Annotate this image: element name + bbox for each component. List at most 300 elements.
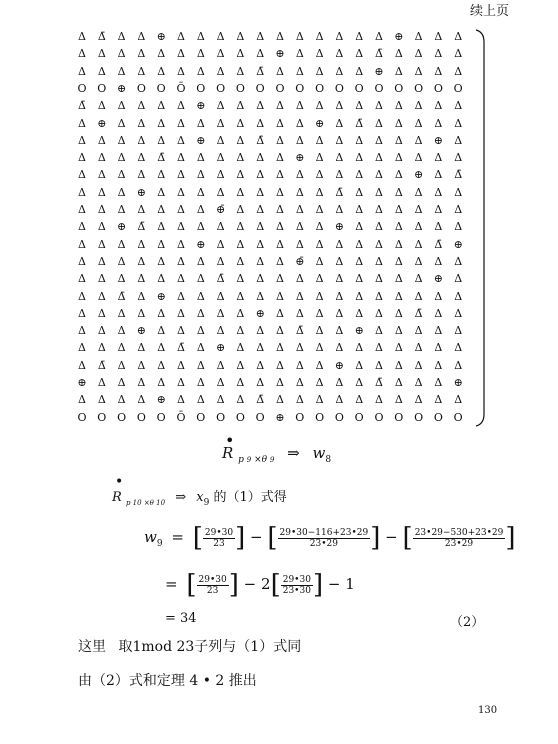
matrix-cell: Δ <box>414 47 423 61</box>
matrix-cell: Δ <box>216 306 225 320</box>
matrix-cell: Δ <box>276 254 284 268</box>
matrix-cell: Δ <box>335 30 344 43</box>
matrix-cell: Δ <box>97 133 106 147</box>
matrix-cell: Δ <box>434 376 443 389</box>
matrix-cell: Δ <box>375 254 383 268</box>
matrix-cell: Δ <box>375 30 383 43</box>
matrix-cell: Δ <box>295 358 304 372</box>
left-floor-bracket: [ <box>402 523 413 553</box>
matrix-cell: Δ <box>157 64 166 78</box>
matrix-cell: O <box>255 81 265 95</box>
left-floor-bracket: [ <box>267 523 278 553</box>
matrix-cell: O <box>255 410 265 424</box>
matrix-cell: Δ <box>78 64 86 78</box>
matrix-cell: Δ <box>216 64 225 78</box>
matrix-cell: Δ <box>295 30 304 43</box>
matrix-cell: Δ <box>335 376 344 389</box>
one: 1 <box>345 575 355 593</box>
matrix-cell: Δ <box>434 30 443 43</box>
matrix-cell: Δ <box>97 289 106 303</box>
matrix-cell: Δ <box>315 168 324 182</box>
matrix-cell: O <box>334 81 344 95</box>
matrix-cell: Δ <box>177 358 185 372</box>
matrix-cell: Δ <box>236 272 245 286</box>
matrix-cell: Δ <box>454 185 463 199</box>
matrix-cell: Δ <box>454 151 463 165</box>
matrix-cell: Δ <box>216 289 225 303</box>
matrix-cell: Δ <box>97 185 106 199</box>
matrix-cell: Δ <box>137 272 146 286</box>
right-floor-bracket: ] <box>228 570 239 600</box>
matrix-cell: Δ <box>236 168 245 182</box>
matrix-cell: Δ <box>78 30 86 43</box>
matrix-cell: Δ <box>216 133 225 147</box>
matrix-cell: Δ̄ <box>414 306 423 320</box>
matrix-cell: Δ <box>177 203 185 216</box>
matrix-cell: ⊕ <box>433 272 443 286</box>
matrix-cell: Δ <box>78 203 86 216</box>
matrix-cell: ⊕ <box>196 133 206 147</box>
matrix-cell: Δ <box>315 324 324 338</box>
matrix-cell: Δ <box>117 341 126 355</box>
matrix-cell: Δ <box>137 151 146 165</box>
matrix-cell: Δ <box>78 272 86 286</box>
implies-arrow: ⇒ <box>175 490 187 505</box>
matrix-cell: Δ <box>177 306 185 320</box>
matrix-cell: Δ <box>276 358 284 372</box>
equation-result: = 34 <box>165 611 197 626</box>
matrix-cell: Δ <box>78 185 86 199</box>
matrix-cell: Δ̄ <box>78 99 86 113</box>
matrix-cell: Δ <box>157 220 166 234</box>
matrix-cell: Δ <box>177 289 185 303</box>
matrix-cell: Δ <box>236 306 245 320</box>
matrix-cell: Δ <box>256 376 265 389</box>
coefficient: 2 <box>261 575 271 593</box>
matrix-cell: O <box>295 81 305 95</box>
matrix-cell: Δ <box>414 272 423 286</box>
matrix-cell: Δ <box>414 341 423 355</box>
matrix-cell: Δ <box>177 272 185 286</box>
matrix-cell: Δ <box>157 47 166 61</box>
matrix-cell: Δ <box>375 151 383 165</box>
matrix-cell: Δ <box>256 254 265 268</box>
matrix-cell: Δ <box>196 376 205 389</box>
matrix-cell: ⊕ <box>156 30 166 43</box>
matrix-cell: Δ̄ <box>335 185 344 199</box>
matrix-cell: Δ <box>177 237 185 251</box>
matrix-cell: O <box>334 410 344 424</box>
matrix-cell: Δ <box>434 64 443 78</box>
matrix-cell: ⊕ <box>215 341 226 355</box>
equals-sign: = <box>171 528 184 546</box>
matrix-cell: Δ <box>78 254 86 268</box>
equals-sign: = <box>165 575 178 593</box>
matrix-cell: Δ <box>335 47 344 61</box>
matrix-cell: Δ <box>117 47 126 61</box>
matrix-cell: Δ <box>78 289 86 303</box>
matrix-cell: Δ <box>355 151 364 165</box>
matrix-cell: Δ <box>236 393 245 407</box>
matrix-cell: Δ <box>394 272 403 286</box>
equation-number: （2） <box>450 615 485 630</box>
text-line-1-prefix: 这里 <box>78 639 106 655</box>
matrix-cell: Δ <box>295 47 304 61</box>
matrix-cell: Δ <box>454 358 463 372</box>
matrix-cell: Δ <box>355 289 364 303</box>
matrix-cell: Δ <box>355 47 364 61</box>
matrix-cell: Δ <box>78 168 86 182</box>
matrix-cell: Δ̄ <box>117 289 126 303</box>
matrix-cell: O <box>315 410 325 424</box>
matrix-cell: Δ̄ <box>137 220 146 234</box>
matrix-cell: Δ <box>276 30 284 43</box>
fraction-2: $\frac{29•30-116+23•29}{23•29}$ <box>279 527 369 549</box>
matrix-cell: Δ <box>375 358 383 372</box>
matrix-cell: Δ <box>256 30 265 43</box>
matrix-cell: Δ <box>177 30 185 43</box>
matrix-cell: Δ <box>276 220 284 234</box>
matrix-cell: Δ <box>355 30 364 43</box>
matrix-cell: Δ <box>315 99 324 113</box>
matrix-cell: Δ <box>117 358 126 372</box>
matrix-cell: Δ <box>97 341 106 355</box>
matrix-cell: Δ <box>137 64 146 78</box>
matrix-cell: Δ <box>335 133 344 147</box>
matrix-cell: Δ <box>375 168 383 182</box>
matrix-cell: Δ <box>276 272 284 286</box>
matrix-cell: Δ <box>137 254 146 268</box>
matrix-cell: Δ <box>454 254 463 268</box>
matrix-cell: Δ <box>414 220 423 234</box>
matrix-cell: Δ̄ <box>97 358 106 372</box>
matrix-cell: Δ <box>137 289 146 303</box>
matrix-cell: ⊕ <box>97 116 107 130</box>
minus-sign: − <box>243 575 257 593</box>
matrix-cell: O <box>394 410 404 424</box>
matrix-cell: O <box>275 81 285 95</box>
matrix-cell: Δ <box>276 151 284 165</box>
matrix-cell: Δ <box>375 203 383 216</box>
matrix-cell: Δ <box>256 151 265 165</box>
matrix-cell: Δ̄ <box>216 272 225 286</box>
matrix-cell: Δ <box>414 185 423 199</box>
matrix-cell: Δ <box>196 306 205 320</box>
matrix-cell: Δ <box>414 30 423 43</box>
matrix-cell: Δ <box>236 358 245 372</box>
matrix-cell: Δ <box>454 324 463 338</box>
matrix-cell: Δ <box>295 306 304 320</box>
matrix-cell: Δ <box>375 116 383 130</box>
matrix-cell: Δ <box>394 185 403 199</box>
matrix-cell: Δ <box>256 237 265 251</box>
matrix-cell: ⊕ <box>334 358 344 372</box>
matrix-cell: Δ <box>216 168 225 182</box>
matrix-cell: ⊕̄ <box>215 203 226 216</box>
matrix-cell: Δ <box>434 393 443 407</box>
matrix-cell: Δ <box>414 203 423 216</box>
matrix-cell: Δ <box>355 341 364 355</box>
matrix-cell: Δ <box>355 133 364 147</box>
matrix-cell: Δ <box>335 151 344 165</box>
matrix-cell: Δ <box>335 203 344 216</box>
matrix-cell: Δ <box>355 376 364 389</box>
matrix-cell: Δ <box>315 254 324 268</box>
matrix-cell: ⊕ <box>453 376 463 389</box>
matrix-cell: Δ <box>236 133 245 147</box>
matrix-cell: Δ <box>414 64 423 78</box>
matrix-cell: O <box>374 81 384 95</box>
matrix-cell: Δ <box>434 203 443 216</box>
matrix-cell: Δ <box>256 116 265 130</box>
fraction-1: $\frac{29•30}{23}$ <box>198 574 227 596</box>
matrix-cell: Δ <box>216 237 225 251</box>
matrix-cell: O <box>97 81 107 95</box>
w-subscript: 8 <box>325 455 332 465</box>
matrix-cell: Δ <box>295 272 304 286</box>
matrix-cell: Δ <box>137 237 146 251</box>
matrix-cell: Δ <box>177 133 185 147</box>
matrix-cell: Δ <box>78 47 86 61</box>
matrix-cell: Δ <box>414 289 423 303</box>
matrix-cell: Δ̄ <box>177 341 185 355</box>
matrix-cell: Δ <box>256 289 265 303</box>
x-symbol: x <box>196 490 204 505</box>
matrix-cell: Δ <box>117 64 126 78</box>
matrix-cell: Δ <box>256 324 265 338</box>
matrix-cell: Δ <box>315 376 324 389</box>
matrix-cell: Δ <box>375 306 383 320</box>
matrix-cell: Δ <box>117 30 126 43</box>
matrix-cell: Δ <box>256 358 265 372</box>
matrix-cell: Δ <box>97 151 106 165</box>
matrix-cell: O <box>97 410 107 424</box>
matrix-cell: ⊕ <box>295 151 305 165</box>
matrix-cell: Δ <box>375 185 383 199</box>
matrix-cell: Δ <box>236 203 245 216</box>
matrix-cell: Δ <box>78 393 86 407</box>
matrix-cell: Δ̄ <box>375 47 383 61</box>
matrix-cell: O <box>136 81 146 95</box>
matrix-cell: Δ <box>315 133 324 147</box>
matrix-cell: Δ <box>276 168 284 182</box>
matrix-cell: O <box>156 81 166 95</box>
text-line-2: 由（2）式和定理 4 • 2 推出 <box>78 673 257 689</box>
matrix-cell: Δ <box>355 99 364 113</box>
matrix-cell: Δ <box>157 99 166 113</box>
r-symbol: R <box>112 490 122 505</box>
matrix-cell: Δ <box>117 99 126 113</box>
matrix-cell: Δ <box>177 185 185 199</box>
matrix-cell: Δ <box>137 168 146 182</box>
r-subscript: p 10 ×θ 10 <box>125 499 166 507</box>
matrix-cell: ⊕ <box>275 47 285 61</box>
matrix-cell: Δ <box>196 341 205 355</box>
fraction-2: $\frac{29•30}{23•30}$ <box>282 574 311 596</box>
matrix-cell: Δ̄ <box>295 324 304 338</box>
matrix-cell: Δ <box>276 64 284 78</box>
matrix-cell: Δ <box>276 376 284 389</box>
matrix-cell: Δ <box>375 393 383 407</box>
matrix-cell: Δ <box>315 185 324 199</box>
matrix-cell: Δ <box>117 133 126 147</box>
fraction-3: $\frac{23•29-530+23•29}{23•29}$ <box>414 527 504 549</box>
matrix-cell: Δ <box>157 341 166 355</box>
matrix-cell: Δ <box>78 358 86 372</box>
matrix-cell: Δ <box>394 341 403 355</box>
matrix-cell: Δ <box>236 289 245 303</box>
matrix-cell: Δ <box>355 306 364 320</box>
matrix-cell: Δ <box>137 47 146 61</box>
matrix-cell: Δ <box>157 203 166 216</box>
matrix-cell: Δ <box>196 151 205 165</box>
matrix-cell: Δ <box>315 358 324 372</box>
matrix-cell: Δ <box>375 272 383 286</box>
matrix-cell: ⊕ <box>156 289 166 303</box>
matrix-cell: O <box>77 81 87 95</box>
matrix-cell: Δ <box>394 220 403 234</box>
matrix-cell: ⊕ <box>394 30 404 43</box>
matrix-cell: Δ <box>236 220 245 234</box>
matrix-cell: Δ̄ <box>375 376 383 389</box>
matrix-cell: Δ <box>97 64 106 78</box>
matrix-cell: Δ <box>177 116 185 130</box>
formula-r-p9-theta9 <box>222 431 332 465</box>
matrix-cell: O <box>216 410 226 424</box>
matrix-cell: Δ <box>236 185 245 199</box>
matrix-cell: Δ <box>97 168 106 182</box>
matrix-cell: Δ <box>276 393 284 407</box>
matrix-cell: Δ̄ <box>97 30 106 43</box>
matrix-cell: Δ <box>434 254 443 268</box>
matrix-cell: Δ <box>394 116 403 130</box>
matrix-cell: Δ <box>355 393 364 407</box>
matrix-cell: Δ <box>236 324 245 338</box>
matrix-cell: Δ <box>97 306 106 320</box>
matrix-cell: O <box>414 81 424 95</box>
matrix-cell: Δ <box>315 203 324 216</box>
matrix-cell: Δ <box>216 358 225 372</box>
r-symbol: R <box>222 444 234 462</box>
matrix-cell: Δ <box>414 133 423 147</box>
matrix-cell: Δ <box>295 64 304 78</box>
matrix-cell: Δ <box>117 376 126 389</box>
matrix-cell: Δ <box>315 220 324 234</box>
matrix-cell: Δ <box>394 254 403 268</box>
matrix-cell: O <box>295 410 305 424</box>
matrix-cell: Δ <box>157 254 166 268</box>
matrix-cell: O <box>453 81 463 95</box>
matrix-cell: Δ <box>454 393 463 407</box>
matrix-cell: Δ̄ <box>454 168 463 182</box>
matrix-cell: Δ <box>375 133 383 147</box>
matrix-cell: Δ <box>177 168 185 182</box>
matrix-cell: Δ <box>117 324 126 338</box>
matrix-cell: Δ <box>315 393 324 407</box>
matrix-cell: O <box>196 81 206 95</box>
matrix-cell: ⊕ <box>136 185 146 199</box>
matrix-cell: Δ <box>216 99 225 113</box>
matrix-cell: O <box>433 81 443 95</box>
matrix-cell: Δ <box>157 376 166 389</box>
matrix-cell: Δ <box>196 64 205 78</box>
matrix-cell: ⊕ <box>116 81 127 95</box>
matrix-cell: Δ <box>276 306 284 320</box>
matrix-cell: Δ <box>78 220 86 234</box>
r-subscript: p 9 ×θ 9 <box>238 455 275 465</box>
matrix-cell: Δ <box>394 133 403 147</box>
x-subscript: 9 <box>203 498 210 508</box>
matrix-cell: Δ <box>117 272 126 286</box>
matrix-cell: Δ <box>454 133 463 147</box>
matrix-cell: Δ <box>434 341 443 355</box>
matrix-cell: ⊕ <box>275 410 285 424</box>
matrix-cell: Δ <box>295 237 304 251</box>
matrix-cell: Δ <box>375 324 383 338</box>
matrix-cell: Δ <box>256 220 265 234</box>
matrix-cell: Δ <box>117 151 126 165</box>
matrix-cell: Δ <box>256 341 265 355</box>
matrix-cell: Δ̄ <box>256 393 265 407</box>
matrix-cell: Δ <box>335 64 344 78</box>
matrix-cell: ⊕ <box>156 393 166 407</box>
matrix-cell: Δ <box>97 220 106 234</box>
matrix-cell: Δ <box>434 99 443 113</box>
matrix-cell: Δ <box>117 306 126 320</box>
matrix-cell: Δ <box>196 393 205 407</box>
matrix-cell: Δ <box>137 203 146 216</box>
matrix-cell: Δ <box>97 272 106 286</box>
matrix-cell: Δ <box>137 341 146 355</box>
matrix-cell: Δ <box>414 151 423 165</box>
matrix-cell: Δ <box>137 306 146 320</box>
matrix-cell: Δ <box>315 341 324 355</box>
matrix-cell: Δ <box>295 116 304 130</box>
matrix-cell: O <box>235 410 245 424</box>
matrix-cell: Δ <box>434 151 443 165</box>
matrix-cell: Δ <box>394 237 403 251</box>
matrix-cell: ⊕ <box>116 220 127 234</box>
matrix-cell: O <box>136 410 146 424</box>
w-subscript: 9 <box>156 539 163 549</box>
matrix-cell: Δ <box>177 393 185 407</box>
matrix-cell: Δ <box>394 168 403 182</box>
page-number: 130 <box>478 705 498 716</box>
matrix-cell: Δ <box>394 203 403 216</box>
matrix-cell: Δ <box>157 306 166 320</box>
matrix-cell: Δ <box>196 30 205 43</box>
text-line-1 <box>78 636 301 656</box>
matrix-cell: Δ <box>157 116 166 130</box>
matrix-cell: Δ <box>335 168 344 182</box>
matrix-cell: Δ <box>454 64 463 78</box>
matrix-cell: Δ <box>454 289 463 303</box>
matrix-cell: Δ <box>78 306 86 320</box>
matrix-cell: Δ <box>315 306 324 320</box>
matrix-cell: ⊕ <box>453 237 463 251</box>
matrix-cell: Δ <box>355 185 364 199</box>
matrix-cell: Δ <box>196 47 205 61</box>
matrix-cell: Δ <box>196 220 205 234</box>
matrix-cell: Δ <box>394 376 403 389</box>
matrix-cell: Ō <box>176 81 186 95</box>
matrix-cell: Δ <box>157 168 166 182</box>
matrix-cell: Δ <box>276 289 284 303</box>
matrix-cell: Δ <box>236 116 245 130</box>
matrix-cell: Δ <box>177 151 185 165</box>
matrix-cell: Δ <box>236 99 245 113</box>
matrix-cell: Δ <box>355 64 364 78</box>
